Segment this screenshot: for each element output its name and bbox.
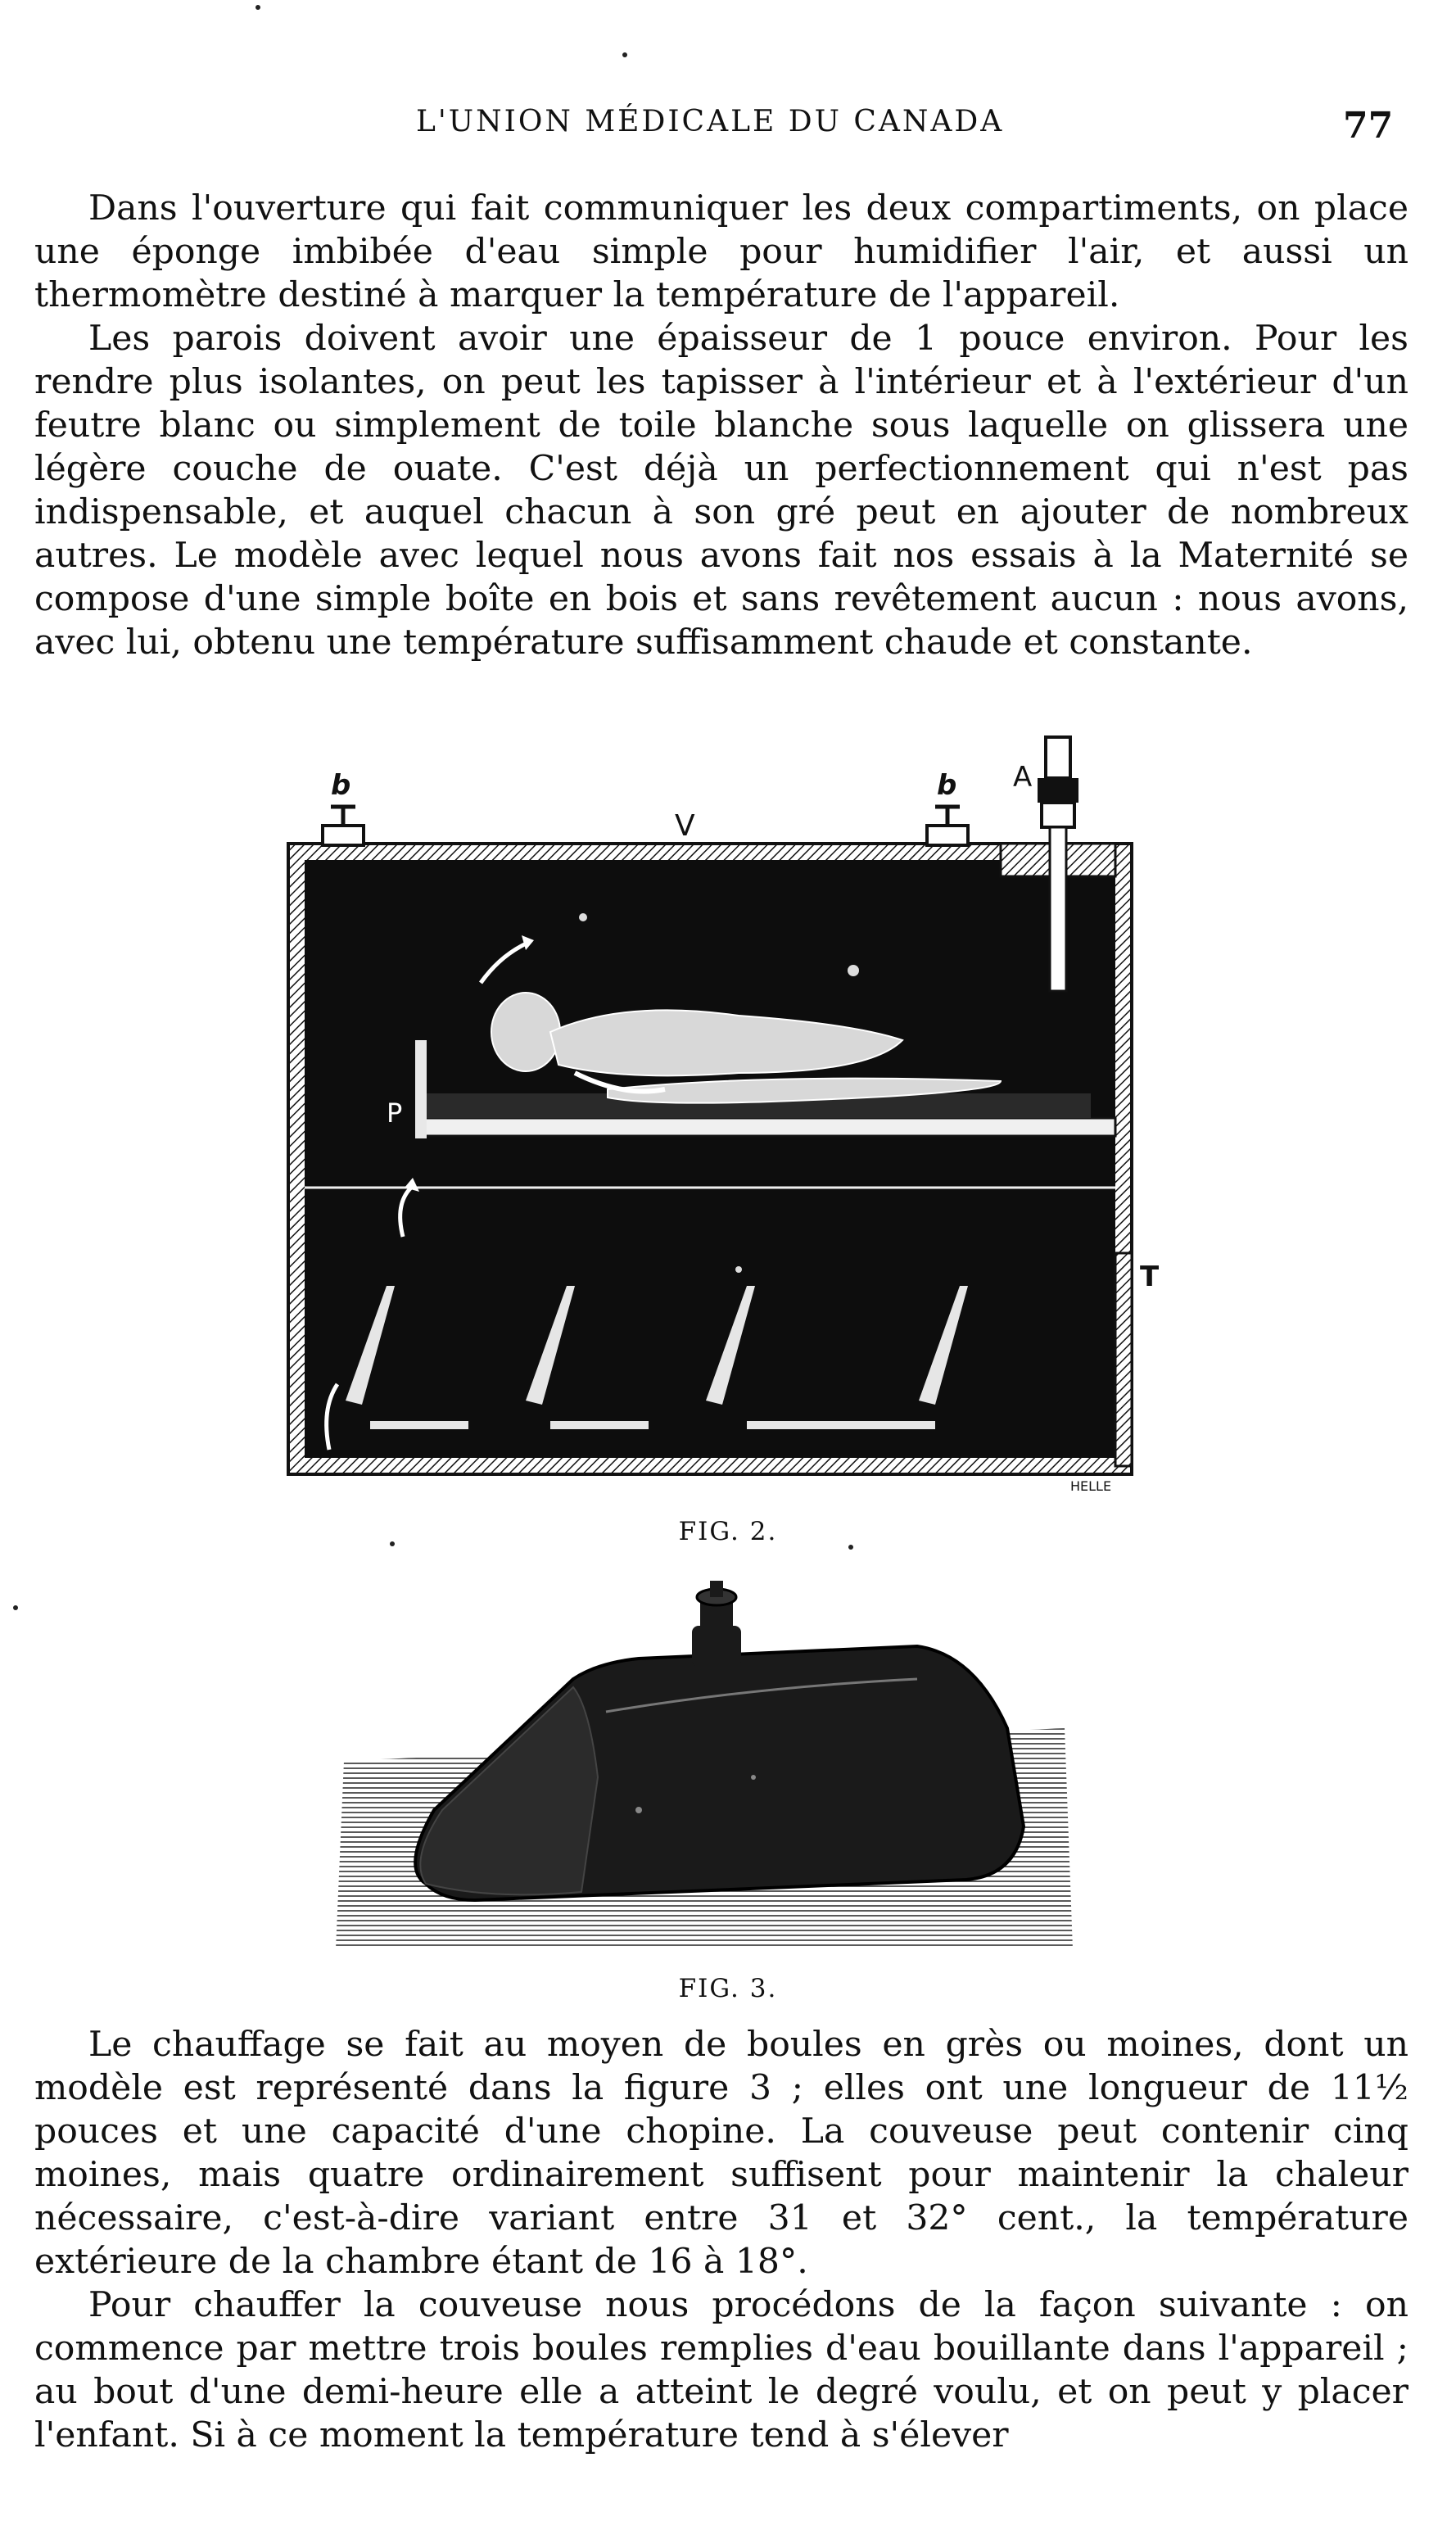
figure-2-caption: FIG. 2. <box>678 1517 778 1546</box>
incubator-interior <box>305 860 1115 1458</box>
label-v: V <box>675 809 695 843</box>
paragraph: Le chauffage se fait au moyen de boules en grès ou moines, dont un modèle est représenté dans la figure 3 ; elles ont une longueur de 11½ pouces et une capacité d'une chopine. La couveuse peut contenir cinq moines, mais quatre ordinairement suffisent pour maintenir la chaleur nécessaire, c'est-à-dire variant entre 31 et 32° cent., la température extérieure de la chambre étant de 16 à 18°. <box>34 2025 1409 2282</box>
vent-knob-left <box>323 807 364 845</box>
text-block-top <box>34 187 1409 664</box>
label-t: T <box>1140 1260 1160 1293</box>
print-speck <box>255 5 260 10</box>
print-speck <box>390 1541 395 1546</box>
paragraph: Pour chauffer la couveuse nous procédons de la façon suivante : on commence par mettre trois boules remplies d'eau bouillante dans l'appareil ; au bout d'une demi-heure elle a atteint le degré voulu, et on peut y placer l'enfant. Si à ce moment la température tend à s'élever <box>34 2285 1409 2455</box>
vent-knob-right <box>927 807 968 845</box>
paragraph: Dans l'ouverture qui fait communiquer les deux compartiments, on place une éponge imbibée d'eau simple pour humidifier l'air, et aussi un thermomètre destiné à marquer la température de l'appareil. <box>34 188 1409 315</box>
running-title: L'UNION MÉDICALE DU CANADA <box>416 105 1005 138</box>
label-a: A <box>1013 761 1033 794</box>
figure-3-hot-water-bottle <box>328 1564 1089 1957</box>
text-block-bottom <box>34 2023 1409 2457</box>
page-number: 77 <box>1343 105 1394 147</box>
figure-3-caption: FIG. 3. <box>678 1974 778 2003</box>
figure-2-incubator-diagram <box>280 729 1173 1507</box>
paragraph: Les parois doivent avoir une épaisseur de 1 pouce environ. Pour les rendre plus isolantes, on peut les tapisser à l'intérieur et à l'extérieur d'un feutre blanc ou simplement de toile blanche sous laquelle on glissera une légère couche de ouate. C'est déjà un perfectionnement qui n'est pas indispensable, et auquel chacun à son gré peut en ajouter de nombreux autres. Le modèle avec lequel nous avons fait nos essais à la Maternité se compose d'une simple boîte en bois et sans revêtement aucun : nous avons, avec lui, obtenu une température suffisamment chaude et constante. <box>34 319 1409 663</box>
print-speck <box>622 52 627 57</box>
label-b-right: b <box>937 769 957 802</box>
print-speck <box>848 1545 853 1550</box>
side-door <box>1115 1253 1132 1466</box>
label-p: P <box>387 1097 403 1129</box>
print-speck <box>13 1605 18 1610</box>
label-b-left: b <box>331 769 351 802</box>
page-header <box>0 105 1456 154</box>
bottle-stopper <box>692 1581 741 1667</box>
engraver-signature: HELLE <box>1070 1478 1112 1494</box>
bed-tray <box>419 1118 1115 1136</box>
